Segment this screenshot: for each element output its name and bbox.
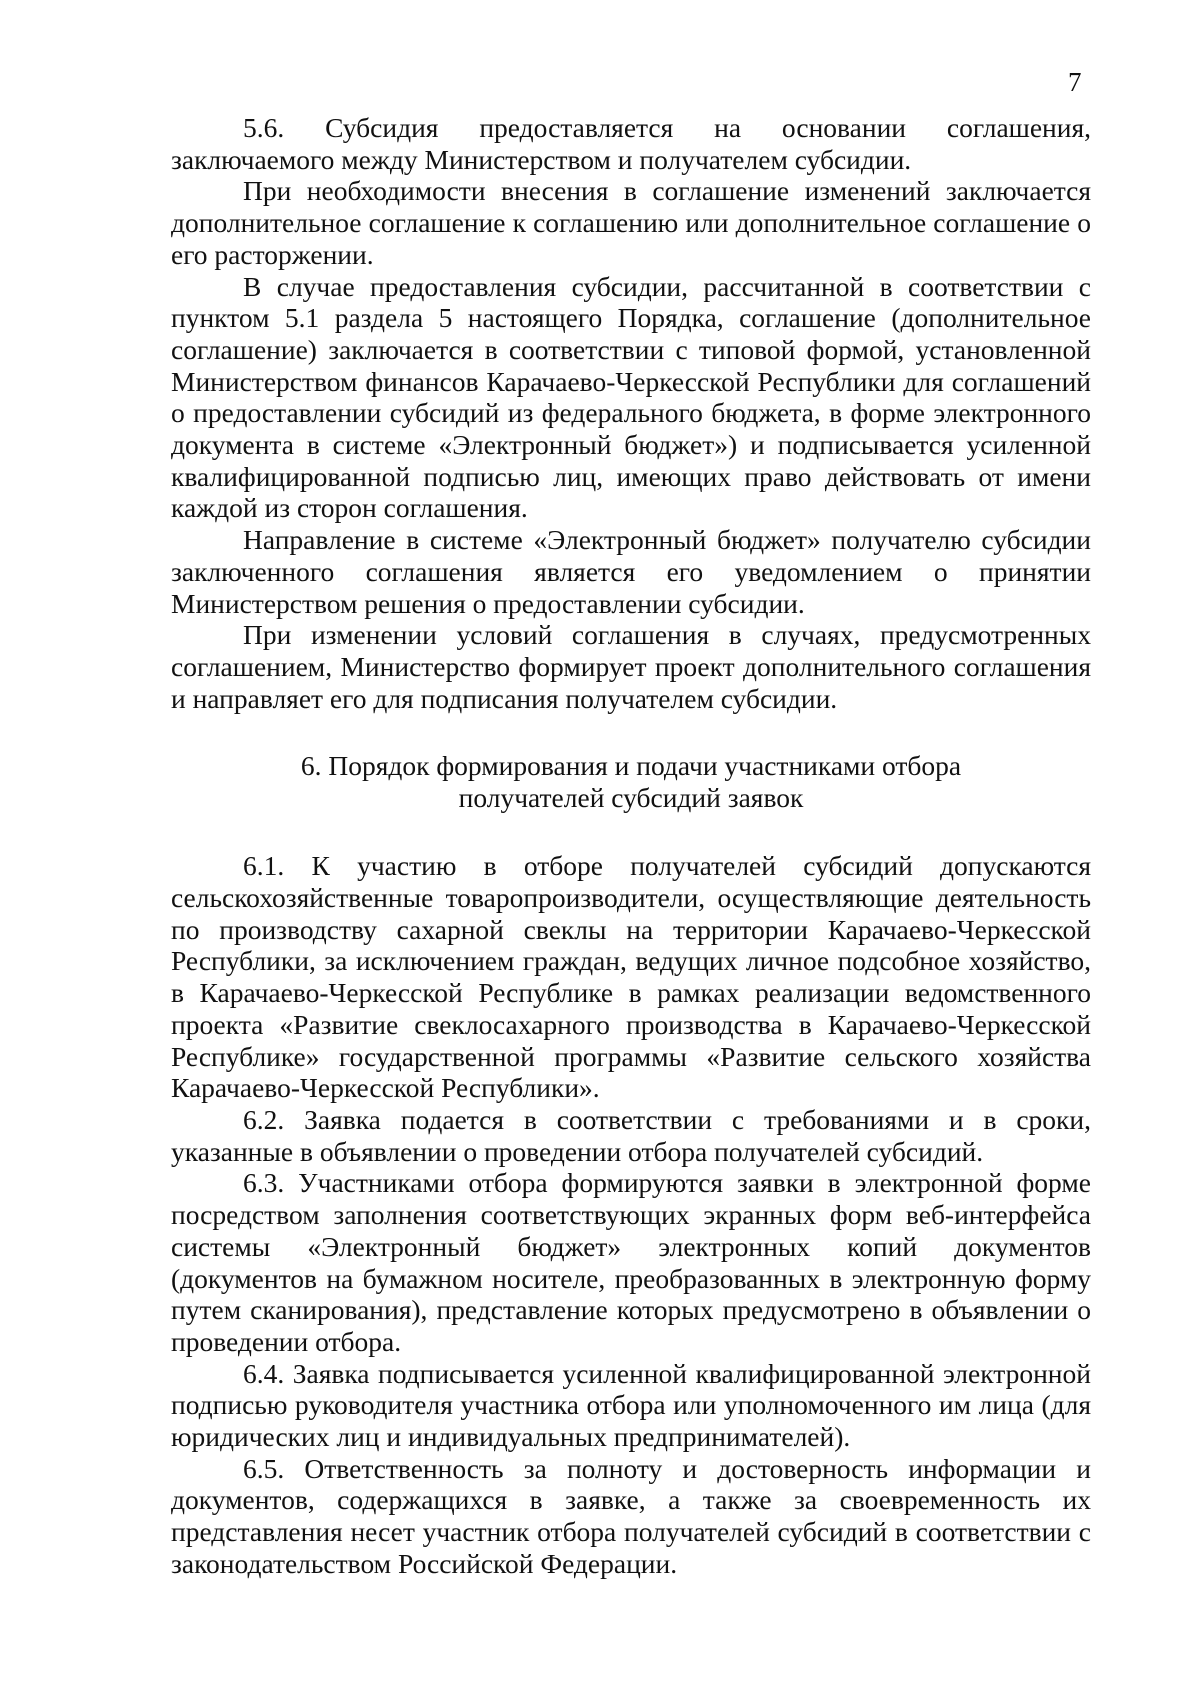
paragraph-6-1: 6.1. К участию в отборе получателей субсидий допускаются сельскохозяйственные товаропроизводители, осуществляющие деятельность по производству сахарной свеклы на территории Карачаево-Черкесской Республики, за исключением граждан, ведущих личное подсобное хозяйство, в Карачаево-Черкесской Республике в рамках реализации ведомственного проекта «Развитие свеклосахарного производства в Карачаево-Черкесской Республике» государственной программы «Развитие сельского хозяйства Карачаево-Черкесской Республики». xyxy=(171,850,1091,1104)
paragraph-typical-form: В случае предоставления субсидии, рассчитанной в соответствии с пунктом 5.1 раздела 5 настоящего Порядка, соглашение (дополнительное соглашение) заключается в соответствии с типовой формой, установленной Министерством финансов Карачаево-Черкесской Республики для соглашений о предоставлении субсидий из федерального бюджета, в форме электронного документа в системе «Электронный бюджет») и подписывается усиленной квалифицированной подписью лиц, имеющих право действовать от имени каждой из сторон соглашения. xyxy=(171,270,1091,524)
document-body xyxy=(171,112,1091,1580)
paragraph-conditions-change: При изменении условий соглашения в случаях, предусмотренных соглашением, Министерство формирует проект дополнительного соглашения и направляет его для подписания получателем субсидии. xyxy=(171,619,1091,714)
paragraph-6-2: 6.2. Заявка подается в соответствии с требованиями и в сроки, указанные в объявлении о проведении отбора получателей субсидий. xyxy=(171,1103,1091,1167)
section-heading-line-2: получателей субсидий заявок xyxy=(458,782,804,814)
section-6-heading xyxy=(171,750,1091,814)
paragraph-5-6: 5.6. Субсидия предоставляется на основании соглашения, заключаемого между Министерством и получателем субсидии. xyxy=(171,112,1091,175)
paragraph-6-3: 6.3. Участниками отбора формируются заявки в электронной форме посредством заполнения соответствующих экранных форм веб-интерфейса системы «Электронный бюджет» электронных копий документов (документов на бумажном носителе, преобразованных в электронную форму путем сканирования), представление которых предусмотрено в объявлении о проведении отбора. xyxy=(171,1167,1091,1357)
paragraph-amendment: При необходимости внесения в соглашение изменений заключается дополнительное соглашение к соглашению или дополнительное соглашение о его расторжении. xyxy=(171,175,1091,270)
page-number: 7 xyxy=(1068,67,1082,97)
paragraph-6-4: 6.4. Заявка подписывается усиленной квалифицированной электронной подписью руководителя участника отбора или уполномоченного им лица (для юридических лиц и индивидуальных предпринимателей). xyxy=(171,1357,1091,1453)
section-heading-line-1: 6. Порядок формирования и подачи участниками отбора xyxy=(300,750,962,782)
paragraph-6-5: 6.5. Ответственность за полноту и достоверность информации и документов, содержащихся в заявке, а также за своевременность их представления несет участник отбора получателей субсидий в соответствии с законодательством Российской Федерации. xyxy=(171,1452,1091,1579)
paragraph-notification: Направление в системе «Электронный бюджет» получателю субсидии заключенного соглашения является его уведомлением о принятии Министерством решения о предоставлении субсидии. xyxy=(171,524,1091,619)
